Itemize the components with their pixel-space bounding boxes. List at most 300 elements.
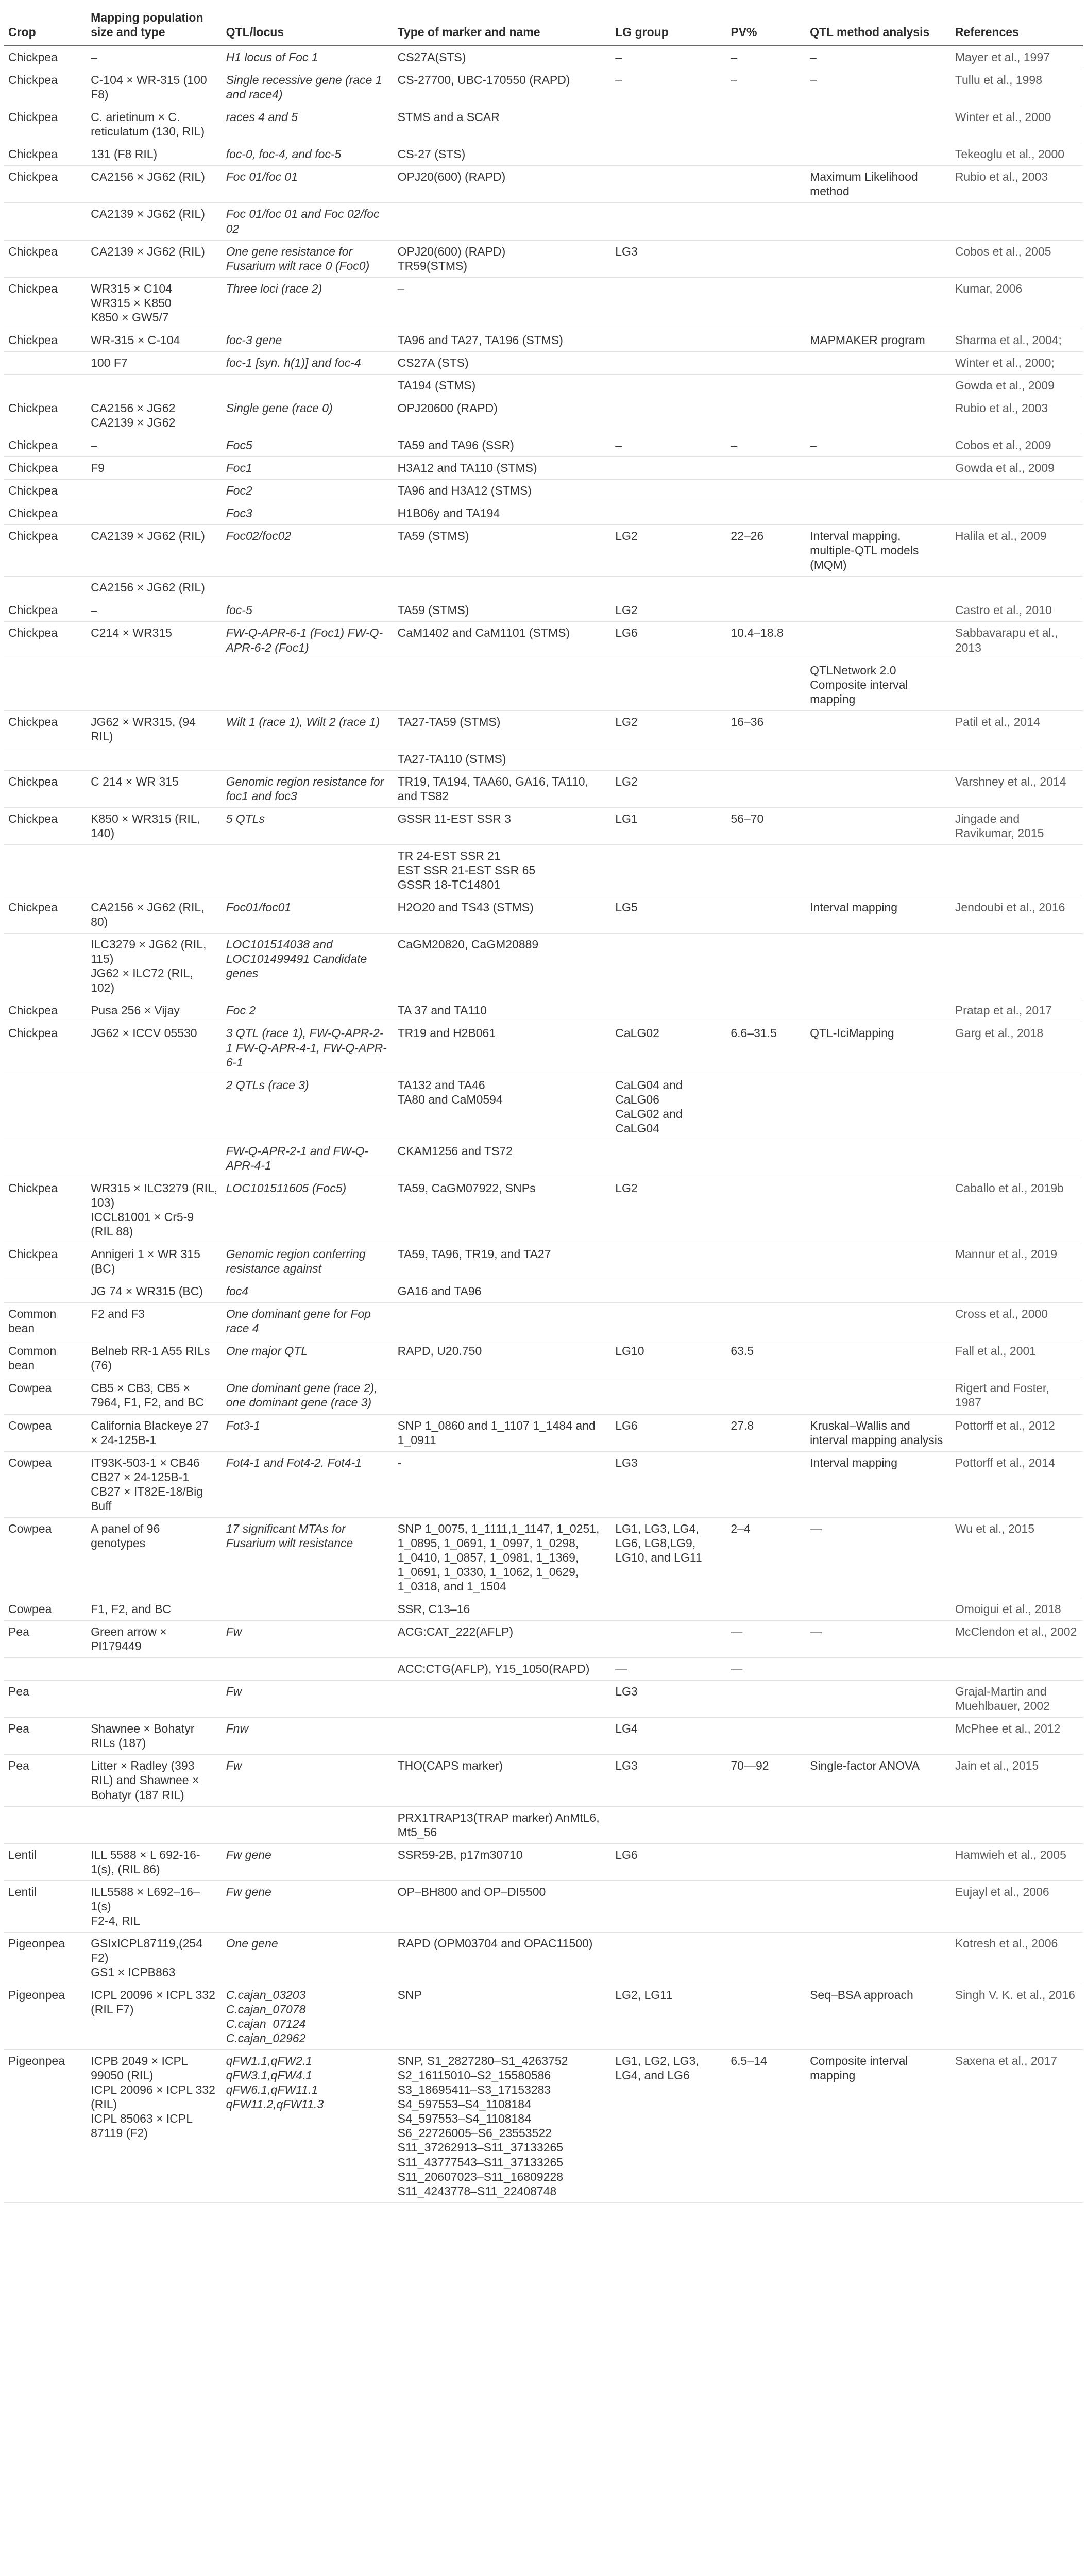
- pv-cell: –: [726, 46, 806, 69]
- table-row: [4, 240, 1083, 277]
- table-row: [4, 329, 1083, 351]
- crop-cell: Chickpea: [4, 710, 87, 748]
- lg-cell: [611, 329, 726, 351]
- pv-cell: [726, 1598, 806, 1621]
- marker-cell: ACC:CTG(AFLP), Y15_1050(RAPD): [394, 1658, 612, 1681]
- crop-cell: Pigeonpea: [4, 2050, 87, 2202]
- table-row: [4, 1022, 1083, 1074]
- qtl-cell: Fw gene: [222, 1843, 394, 1880]
- method-cell: [806, 1377, 951, 1414]
- marker-cell: [394, 1303, 612, 1340]
- table-row: [4, 845, 1083, 896]
- reference-cell: Kumar, 2006: [951, 277, 1083, 329]
- table-row: [4, 166, 1083, 203]
- crop-cell: Chickpea: [4, 770, 87, 807]
- crop-cell: Chickpea: [4, 143, 87, 166]
- qtl-cell: Foc 2: [222, 999, 394, 1022]
- population-cell: WR-315 × C-104: [87, 329, 222, 351]
- population-cell: CB5 × CB3, CB5 × 7964, F1, F2, and BC: [87, 1377, 222, 1414]
- crop-cell: Chickpea: [4, 525, 87, 577]
- marker-cell: CS-27 (STS): [394, 143, 612, 166]
- table-row: [4, 1843, 1083, 1880]
- pv-cell: 27.8: [726, 1414, 806, 1451]
- population-cell: ILL 5588 × L 692-16-1(s), (RIL 86): [87, 1843, 222, 1880]
- lg-cell: [611, 1621, 726, 1658]
- crop-cell: Chickpea: [4, 240, 87, 277]
- crop-cell: [4, 1140, 87, 1177]
- pv-cell: [726, 1806, 806, 1843]
- header-qtl: QTL/locus: [222, 5, 394, 46]
- qtl-cell: Fnw: [222, 1718, 394, 1755]
- table-row: [4, 1177, 1083, 1243]
- population-cell: CA2156 × JG62 (RIL, 80): [87, 896, 222, 934]
- qtl-cell: [222, 659, 394, 710]
- population-cell: [87, 480, 222, 502]
- lg-cell: LG1, LG3, LG4, LG6, LG8,LG9, LG10, and LG11: [611, 1517, 726, 1598]
- reference-cell: [951, 1658, 1083, 1681]
- marker-cell: –: [394, 277, 612, 329]
- marker-cell: TA59, TA96, TR19, and TA27: [394, 1243, 612, 1280]
- lg-cell: LG2: [611, 525, 726, 577]
- lg-cell: LG6: [611, 622, 726, 659]
- pv-cell: [726, 502, 806, 525]
- table-row: [4, 1806, 1083, 1843]
- qtl-cell: C.cajan_03203 C.cajan_07078 C.cajan_07124 C.cajan_02962: [222, 1984, 394, 2050]
- pv-cell: [726, 277, 806, 329]
- method-cell: [806, 1303, 951, 1340]
- reference-cell: Singh V. K. et al., 2016: [951, 1984, 1083, 2050]
- lg-cell: [611, 1243, 726, 1280]
- pv-cell: [726, 1718, 806, 1755]
- marker-cell: STMS and a SCAR: [394, 106, 612, 143]
- table-row: [4, 1718, 1083, 1755]
- qtl-cell: One gene: [222, 1932, 394, 1984]
- method-cell: Interval mapping, multiple-QTL models (MQM): [806, 525, 951, 577]
- marker-cell: TA59 (STMS): [394, 525, 612, 577]
- crop-cell: [4, 203, 87, 240]
- qtl-cell: One gene resistance for Fusarium wilt race 0 (Foc0): [222, 240, 394, 277]
- method-cell: [806, 457, 951, 480]
- marker-cell: H1B06y and TA194: [394, 502, 612, 525]
- reference-cell: Wu et al., 2015: [951, 1517, 1083, 1598]
- qtl-cell: FW-Q-APR-6-1 (Foc1) FW-Q-APR-6-2 (Foc1): [222, 622, 394, 659]
- table-row: [4, 1681, 1083, 1718]
- qtl-cell: LOC101514038 and LOC101499491 Candidate genes: [222, 934, 394, 999]
- reference-cell: Fall et al., 2001: [951, 1340, 1083, 1377]
- lg-cell: [611, 748, 726, 770]
- table-row: [4, 770, 1083, 807]
- pv-cell: [726, 599, 806, 622]
- method-cell: [806, 143, 951, 166]
- qtl-cell: foc-0, foc-4, and foc-5: [222, 143, 394, 166]
- pv-cell: [726, 351, 806, 374]
- crop-cell: Chickpea: [4, 599, 87, 622]
- population-cell: F1, F2, and BC: [87, 1598, 222, 1621]
- marker-cell: OP–BH800 and OP–DI5500: [394, 1880, 612, 1932]
- table-row: [4, 577, 1083, 599]
- marker-cell: TA27-TA110 (STMS): [394, 748, 612, 770]
- reference-cell: [951, 845, 1083, 896]
- qtl-cell: Genomic region resistance for foc1 and foc3: [222, 770, 394, 807]
- header-marker: Type of marker and name: [394, 5, 612, 46]
- population-cell: [87, 1658, 222, 1681]
- method-cell: —: [806, 1621, 951, 1658]
- lg-cell: [611, 845, 726, 896]
- reference-cell: Caballo et al., 2019b: [951, 1177, 1083, 1243]
- lg-cell: LG2, LG11: [611, 1984, 726, 2050]
- population-cell: –: [87, 46, 222, 69]
- lg-cell: LG3: [611, 240, 726, 277]
- reference-cell: Pottorff et al., 2014: [951, 1451, 1083, 1517]
- crop-cell: Chickpea: [4, 106, 87, 143]
- table-row: [4, 203, 1083, 240]
- reference-cell: [951, 1806, 1083, 1843]
- qtl-cell: Foc3: [222, 502, 394, 525]
- table-row: [4, 622, 1083, 659]
- population-cell: F2 and F3: [87, 1303, 222, 1340]
- crop-cell: Chickpea: [4, 1022, 87, 1074]
- marker-cell: [394, 659, 612, 710]
- table-row: [4, 710, 1083, 748]
- crop-cell: [4, 748, 87, 770]
- crop-cell: Chickpea: [4, 1243, 87, 1280]
- table-row: [4, 807, 1083, 844]
- lg-cell: [611, 1598, 726, 1621]
- pv-cell: [726, 1984, 806, 2050]
- population-cell: ICPB 2049 × ICPL 99050 (RIL) ICPL 20096 × ICPL 332 (RIL) ICPL 85063 × ICPL 87119 (F2): [87, 2050, 222, 2202]
- method-cell: [806, 1074, 951, 1140]
- method-cell: [806, 1681, 951, 1718]
- qtl-cell: Three loci (race 2): [222, 277, 394, 329]
- crop-cell: Pea: [4, 1681, 87, 1718]
- marker-cell: [394, 1718, 612, 1755]
- lg-cell: LG3: [611, 1451, 726, 1517]
- reference-cell: Eujayl et al., 2006: [951, 1880, 1083, 1932]
- reference-cell: Varshney et al., 2014: [951, 770, 1083, 807]
- population-cell: [87, 659, 222, 710]
- crop-cell: Pigeonpea: [4, 1984, 87, 2050]
- marker-cell: SNP 1_0075, 1_1111,1_1147, 1_0251, 1_0895, 1_0691, 1_0997, 1_0298, 1_0410, 1_0857, 1_0981, 1_1369, 1_0691, 1_0330, 1_1062, 1_0629, 1_0318, and 1_1504: [394, 1517, 612, 1598]
- population-cell: F9: [87, 457, 222, 480]
- lg-cell: LG3: [611, 1755, 726, 1806]
- reference-cell: Gowda et al., 2009: [951, 374, 1083, 397]
- lg-cell: [611, 659, 726, 710]
- table-row: [4, 1414, 1083, 1451]
- method-cell: [806, 351, 951, 374]
- table-row: [4, 934, 1083, 999]
- reference-cell: Cobos et al., 2009: [951, 434, 1083, 457]
- table-row: [4, 999, 1083, 1022]
- population-cell: [87, 374, 222, 397]
- qtl-cell: 17 significant MTAs for Fusarium wilt resistance: [222, 1517, 394, 1598]
- method-cell: [806, 1280, 951, 1303]
- marker-cell: SSR, C13–16: [394, 1598, 612, 1621]
- lg-cell: LG3: [611, 1681, 726, 1718]
- population-cell: [87, 845, 222, 896]
- population-cell: CA2156 × JG62 (RIL): [87, 166, 222, 203]
- lg-cell: [611, 1280, 726, 1303]
- table-row: [4, 2050, 1083, 2202]
- pv-cell: [726, 1140, 806, 1177]
- method-cell: Single-factor ANOVA: [806, 1755, 951, 1806]
- method-cell: [806, 1718, 951, 1755]
- crop-cell: Cowpea: [4, 1414, 87, 1451]
- pv-cell: [726, 329, 806, 351]
- marker-cell: OPJ20600 (RAPD): [394, 397, 612, 434]
- lg-cell: [611, 166, 726, 203]
- reference-cell: [951, 1140, 1083, 1177]
- lg-cell: [611, 1806, 726, 1843]
- qtl-cell: 5 QTLs: [222, 807, 394, 844]
- marker-cell: RAPD (OPM03704 and OPAC11500): [394, 1932, 612, 1984]
- qtl-cell: Foc1: [222, 457, 394, 480]
- lg-cell: LG10: [611, 1340, 726, 1377]
- method-cell: [806, 1932, 951, 1984]
- qtl-cell: [222, 374, 394, 397]
- method-cell: [806, 1177, 951, 1243]
- table-row: [4, 1517, 1083, 1598]
- table-row: [4, 1451, 1083, 1517]
- population-cell: Litter × Radley (393 RIL) and Shawnee × Bohatyr (187 RIL): [87, 1755, 222, 1806]
- qtl-cell: Foc5: [222, 434, 394, 457]
- table-row: [4, 1880, 1083, 1932]
- pv-cell: 22–26: [726, 525, 806, 577]
- table-row: [4, 659, 1083, 710]
- marker-cell: TR19 and H2B061: [394, 1022, 612, 1074]
- lg-cell: LG4: [611, 1718, 726, 1755]
- qtl-cell: foc-3 gene: [222, 329, 394, 351]
- pv-cell: 6.5–14: [726, 2050, 806, 2202]
- table-row: [4, 1755, 1083, 1806]
- qtl-cell: Single recessive gene (race 1 and race4): [222, 69, 394, 106]
- population-cell: 131 (F8 RIL): [87, 143, 222, 166]
- marker-cell: SSR59-2B, p17m30710: [394, 1843, 612, 1880]
- method-cell: QTL-IciMapping: [806, 1022, 951, 1074]
- lg-cell: [611, 1303, 726, 1340]
- pv-cell: [726, 1303, 806, 1340]
- reference-cell: Rubio et al., 2003: [951, 166, 1083, 203]
- reference-cell: Winter et al., 2000;: [951, 351, 1083, 374]
- marker-cell: H3A12 and TA110 (STMS): [394, 457, 612, 480]
- population-cell: A panel of 96 genotypes: [87, 1517, 222, 1598]
- header-lg: LG group: [611, 5, 726, 46]
- lg-cell: [611, 934, 726, 999]
- marker-cell: CaGM20820, CaGM20889: [394, 934, 612, 999]
- method-cell: [806, 203, 951, 240]
- lg-cell: [611, 1932, 726, 1984]
- qtl-cell: One dominant gene (race 2), one dominant gene (race 3): [222, 1377, 394, 1414]
- header-method: QTL method analysis: [806, 5, 951, 46]
- lg-cell: [611, 143, 726, 166]
- pv-cell: 63.5: [726, 1340, 806, 1377]
- pv-cell: [726, 1880, 806, 1932]
- crop-cell: Common bean: [4, 1340, 87, 1377]
- qtl-cell: qFW1.1,qFW2.1 qFW3.1,qFW4.1 qFW6.1,qFW11.1 qFW11.2,qFW11.3: [222, 2050, 394, 2202]
- reference-cell: Jingade and Ravikumar, 2015: [951, 807, 1083, 844]
- table-row: [4, 1377, 1083, 1414]
- table-row: [4, 1340, 1083, 1377]
- pv-cell: 16–36: [726, 710, 806, 748]
- marker-cell: TA132 and TA46 TA80 and CaM0594: [394, 1074, 612, 1140]
- marker-cell: [394, 203, 612, 240]
- pv-cell: [726, 106, 806, 143]
- method-cell: –: [806, 46, 951, 69]
- method-cell: –: [806, 69, 951, 106]
- crop-cell: Lentil: [4, 1843, 87, 1880]
- reference-cell: [951, 934, 1083, 999]
- qtl-cell: 3 QTL (race 1), FW-Q-APR-2-1 FW-Q-APR-4-1, FW-Q-APR-6-1: [222, 1022, 394, 1074]
- population-cell: C 214 × WR 315: [87, 770, 222, 807]
- reference-cell: Sharma et al., 2004;: [951, 329, 1083, 351]
- method-cell: [806, 1658, 951, 1681]
- reference-cell: [951, 480, 1083, 502]
- table-row: [4, 106, 1083, 143]
- lg-cell: LG2: [611, 710, 726, 748]
- crop-cell: [4, 1074, 87, 1140]
- marker-cell: CS27A(STS): [394, 46, 612, 69]
- population-cell: WR315 × ILC3279 (RIL, 103) ICCL81001 × Cr5-9 (RIL 88): [87, 1177, 222, 1243]
- lg-cell: [611, 397, 726, 434]
- method-cell: [806, 1140, 951, 1177]
- pv-cell: [726, 748, 806, 770]
- lg-cell: CaLG04 and CaLG06 CaLG02 and CaLG04: [611, 1074, 726, 1140]
- method-cell: —: [806, 1517, 951, 1598]
- lg-cell: LG2: [611, 1177, 726, 1243]
- population-cell: [87, 1074, 222, 1140]
- table-header-row: [4, 5, 1083, 46]
- reference-cell: [951, 1280, 1083, 1303]
- method-cell: Interval mapping: [806, 896, 951, 934]
- reference-cell: [951, 577, 1083, 599]
- marker-cell: [394, 1681, 612, 1718]
- lg-cell: –: [611, 69, 726, 106]
- method-cell: [806, 502, 951, 525]
- table-row: [4, 46, 1083, 69]
- population-cell: –: [87, 599, 222, 622]
- crop-cell: Cowpea: [4, 1377, 87, 1414]
- population-cell: Pusa 256 × Vijay: [87, 999, 222, 1022]
- reference-cell: Mayer et al., 1997: [951, 46, 1083, 69]
- population-cell: [87, 1681, 222, 1718]
- table-row: [4, 599, 1083, 622]
- crop-cell: [4, 351, 87, 374]
- method-cell: –: [806, 434, 951, 457]
- marker-cell: ACG:CAT_222(AFLP): [394, 1621, 612, 1658]
- reference-cell: Kotresh et al., 2006: [951, 1932, 1083, 1984]
- population-cell: JG62 × WR315, (94 RIL): [87, 710, 222, 748]
- pv-cell: –: [726, 69, 806, 106]
- table-row: [4, 1243, 1083, 1280]
- qtl-cell: Foc 01/foc 01: [222, 166, 394, 203]
- method-cell: Maximum Likelihood method: [806, 166, 951, 203]
- pv-cell: [726, 374, 806, 397]
- reference-cell: McPhee et al., 2012: [951, 1718, 1083, 1755]
- method-cell: [806, 1843, 951, 1880]
- population-cell: ILL5588 × L692–16–1(s) F2-4, RIL: [87, 1880, 222, 1932]
- pv-cell: 10.4–18.8: [726, 622, 806, 659]
- marker-cell: GSSR 11-EST SSR 3: [394, 807, 612, 844]
- reference-cell: McClendon et al., 2002: [951, 1621, 1083, 1658]
- qtl-cell: H1 locus of Foc 1: [222, 46, 394, 69]
- marker-cell: SNP: [394, 1984, 612, 2050]
- lg-cell: –: [611, 46, 726, 69]
- qtl-cell: [222, 845, 394, 896]
- reference-cell: Pottorff et al., 2012: [951, 1414, 1083, 1451]
- qtl-cell: [222, 577, 394, 599]
- marker-cell: TA96 and TA27, TA196 (STMS): [394, 329, 612, 351]
- pv-cell: [726, 1377, 806, 1414]
- marker-cell: THO(CAPS marker): [394, 1755, 612, 1806]
- pv-cell: [726, 1451, 806, 1517]
- crop-cell: Chickpea: [4, 896, 87, 934]
- crop-cell: [4, 1806, 87, 1843]
- crop-cell: [4, 934, 87, 999]
- crop-cell: Chickpea: [4, 166, 87, 203]
- population-cell: ICPL 20096 × ICPL 332 (RIL F7): [87, 1984, 222, 2050]
- population-cell: CA2156 × JG62 CA2139 × JG62: [87, 397, 222, 434]
- table-row: [4, 480, 1083, 502]
- method-cell: [806, 622, 951, 659]
- crop-cell: Chickpea: [4, 807, 87, 844]
- crop-cell: Cowpea: [4, 1517, 87, 1598]
- reference-cell: [951, 502, 1083, 525]
- qtl-cell: foc4: [222, 1280, 394, 1303]
- crop-cell: Chickpea: [4, 69, 87, 106]
- table-row: [4, 277, 1083, 329]
- crop-cell: Pigeonpea: [4, 1932, 87, 1984]
- reference-cell: Cobos et al., 2005: [951, 240, 1083, 277]
- population-cell: CA2139 × JG62 (RIL): [87, 203, 222, 240]
- table-row: [4, 69, 1083, 106]
- pv-cell: [726, 1681, 806, 1718]
- population-cell: IT93K-503-1 × CB46 CB27 × 24-125B-1 CB27 × IT82E-18/Big Buff: [87, 1451, 222, 1517]
- population-cell: CA2156 × JG62 (RIL): [87, 577, 222, 599]
- lg-cell: —: [611, 1658, 726, 1681]
- lg-cell: LG1: [611, 807, 726, 844]
- marker-cell: CS27A (STS): [394, 351, 612, 374]
- pv-cell: 56–70: [726, 807, 806, 844]
- reference-cell: Rubio et al., 2003: [951, 397, 1083, 434]
- table-row: [4, 1074, 1083, 1140]
- population-cell: C-104 × WR-315 (100 F8): [87, 69, 222, 106]
- reference-cell: [951, 748, 1083, 770]
- marker-cell: CKAM1256 and TS72: [394, 1140, 612, 1177]
- marker-cell: TA59, CaGM07922, SNPs: [394, 1177, 612, 1243]
- pv-cell: [726, 480, 806, 502]
- qtl-cell: One major QTL: [222, 1340, 394, 1377]
- table-row: [4, 1658, 1083, 1681]
- qtl-cell: Wilt 1 (race 1), Wilt 2 (race 1): [222, 710, 394, 748]
- table-row: [4, 1303, 1083, 1340]
- population-cell: GSIxICPL87119,(254 F2) GS1 × ICPB863: [87, 1932, 222, 1984]
- table-body: [4, 46, 1083, 2202]
- crop-cell: Chickpea: [4, 1177, 87, 1243]
- qtl-cell: [222, 748, 394, 770]
- table-row: [4, 1984, 1083, 2050]
- method-cell: [806, 106, 951, 143]
- reference-cell: Jain et al., 2015: [951, 1755, 1083, 1806]
- table-row: [4, 1932, 1083, 1984]
- pv-cell: [726, 166, 806, 203]
- method-cell: [806, 397, 951, 434]
- population-cell: ILC3279 × JG62 (RIL, 115) JG62 × ILC72 (RIL, 102): [87, 934, 222, 999]
- population-cell: –: [87, 434, 222, 457]
- crop-cell: Cowpea: [4, 1598, 87, 1621]
- marker-cell: [394, 577, 612, 599]
- pv-cell: 70—92: [726, 1755, 806, 1806]
- reference-cell: Omoigui et al., 2018: [951, 1598, 1083, 1621]
- method-cell: Seq–BSA approach: [806, 1984, 951, 2050]
